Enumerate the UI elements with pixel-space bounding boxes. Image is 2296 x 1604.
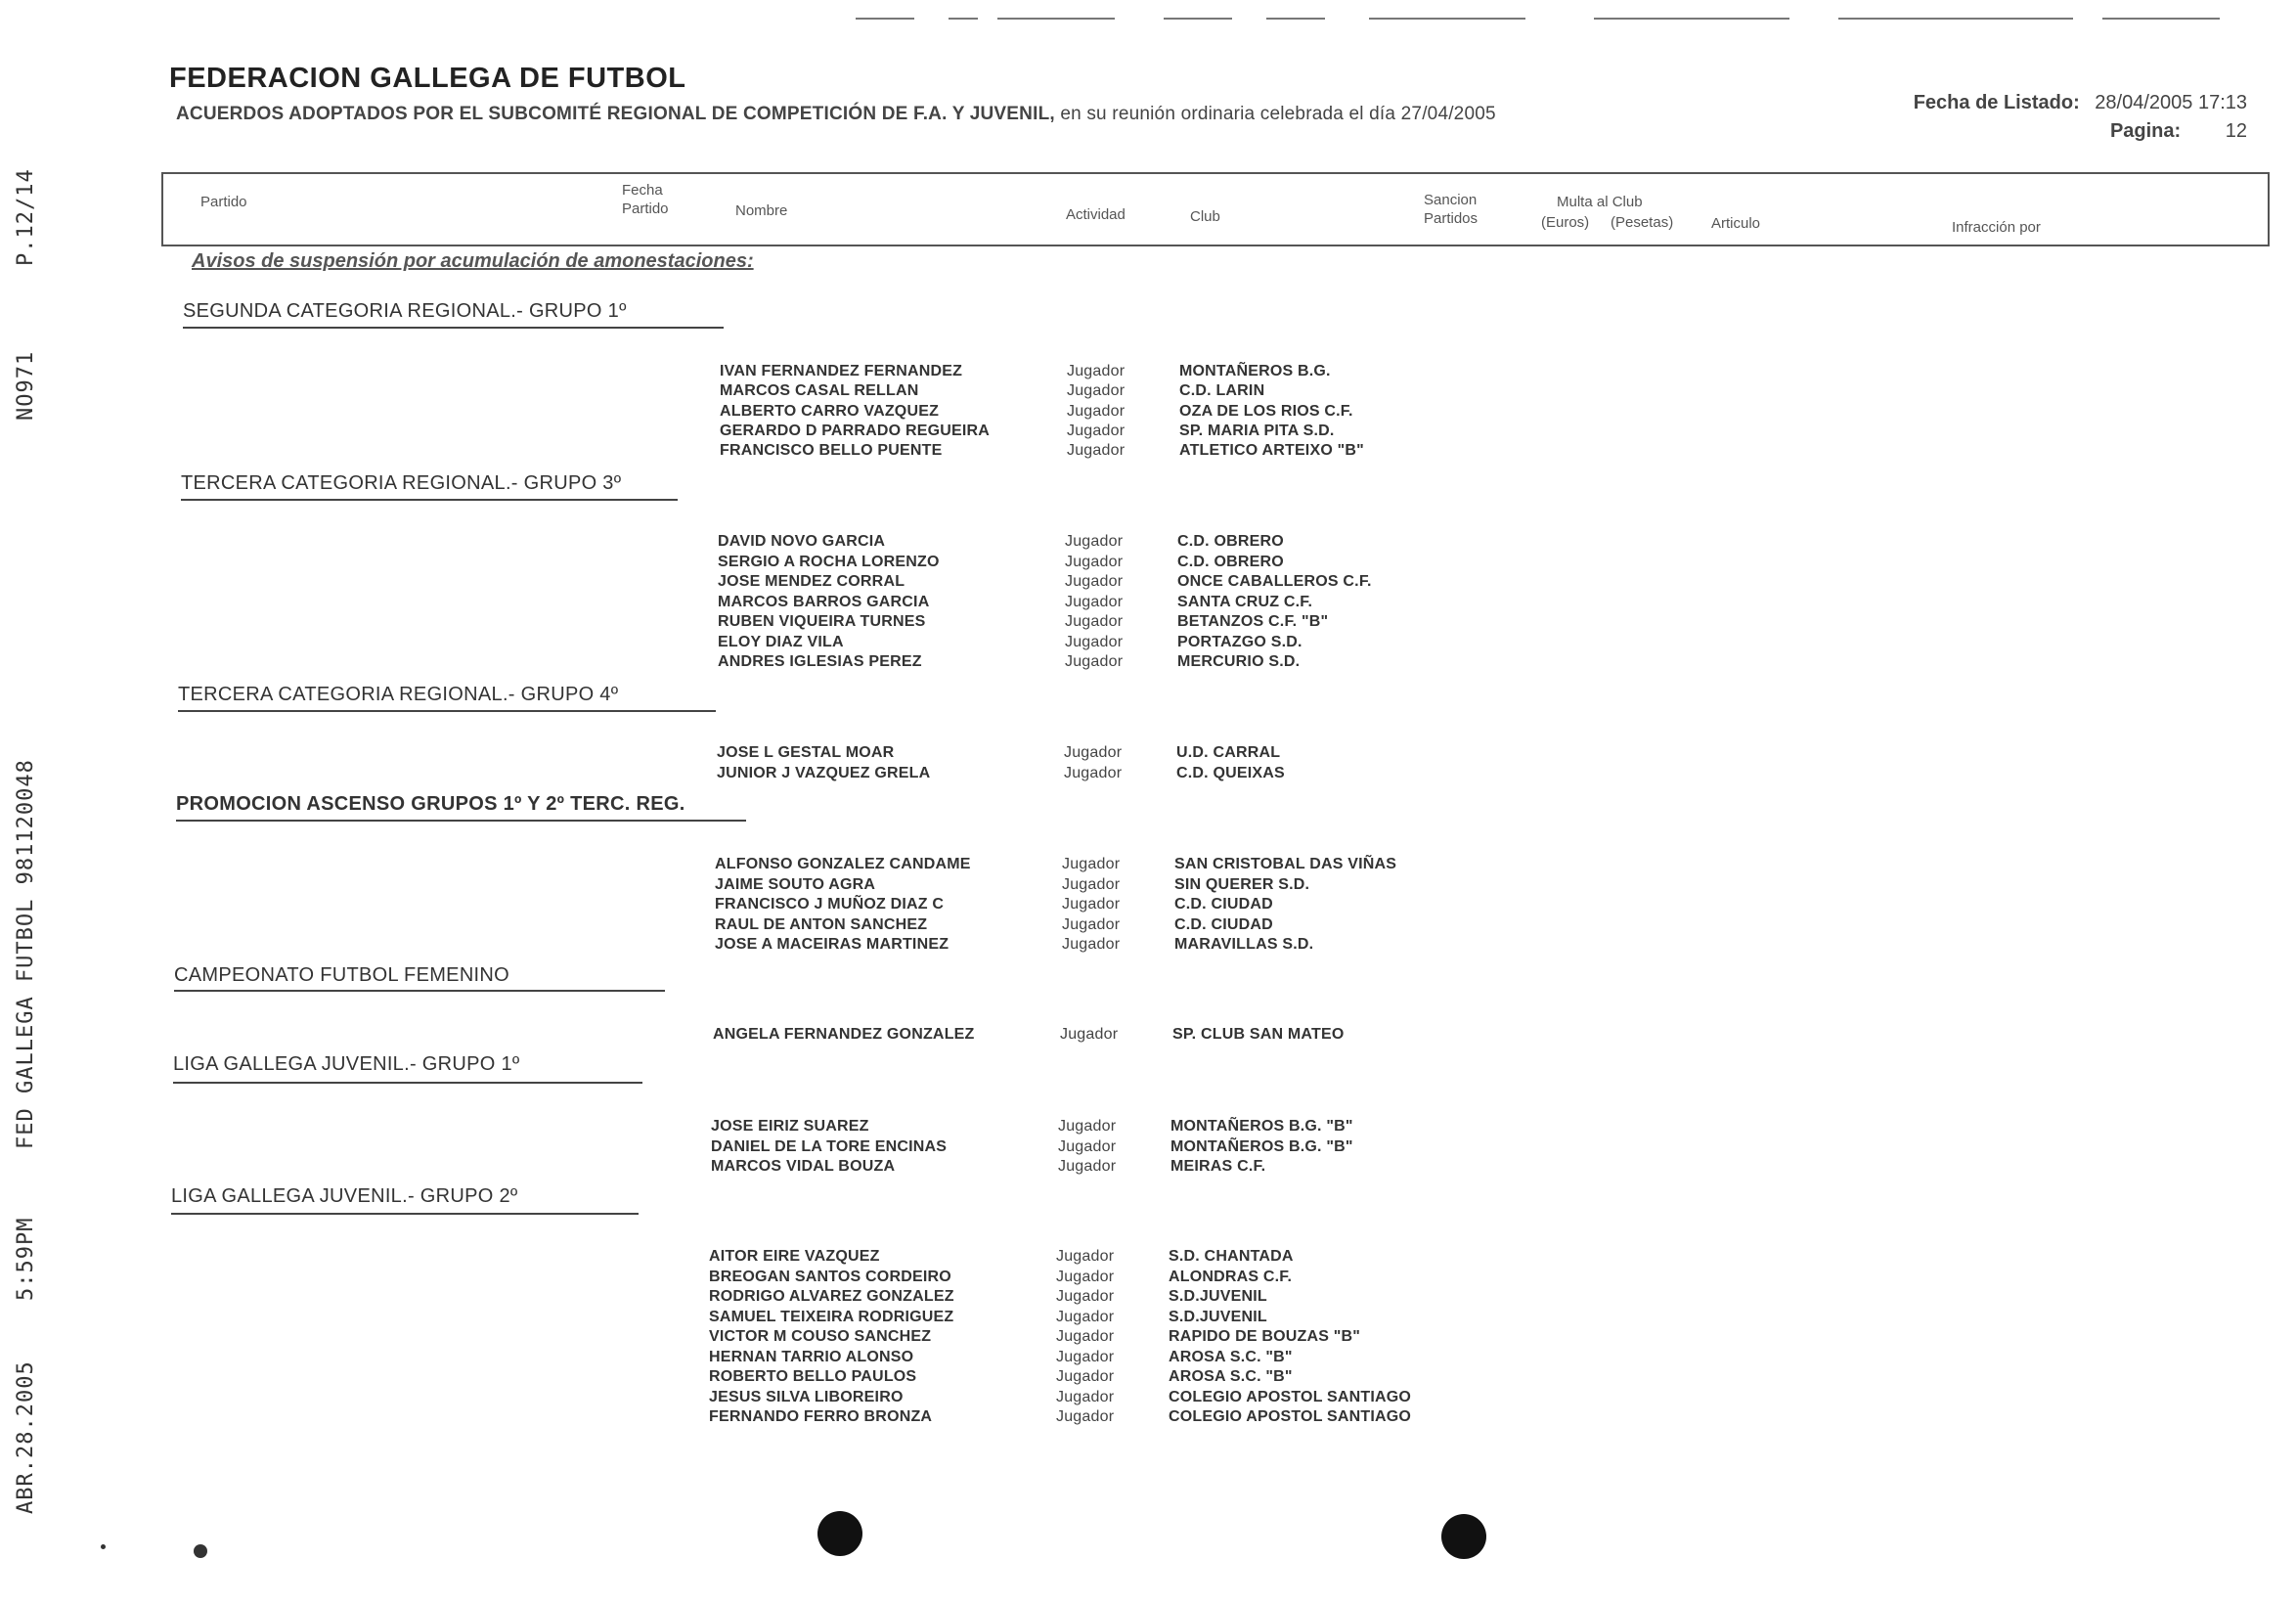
listing-meta [1914,92,2247,149]
player-activity: Jugador [1056,1389,1115,1405]
col-fecha-partido: Fecha Partido [622,182,669,217]
player-club: AROSA S.C. "B" [1169,1349,1293,1365]
player-name: ELOY DIAZ VILA [718,634,844,650]
player-name: DANIEL DE LA TORE ENCINAS [711,1138,948,1155]
player-activity: Jugador [1064,744,1123,761]
player-name: DAVID NOVO GARCIA [718,533,886,550]
player-club: SP. CLUB SAN MATEO [1172,1026,1345,1043]
col-infraccion: Infracción por [1952,219,2041,236]
player-club: C.D. CIUDAD [1174,916,1273,933]
fax-date: ABR.28.2005 [14,1360,38,1514]
player-activity: Jugador [1065,533,1124,550]
player-activity: Jugador [1056,1248,1115,1265]
section-underline [171,1213,639,1215]
player-name: MARCOS VIDAL BOUZA [711,1158,896,1175]
scan-mark [1838,18,2073,20]
player-club: S.D.JUVENIL [1169,1288,1267,1305]
pagina-value: 12 [2225,120,2247,142]
player-name: ANDRES IGLESIAS PEREZ [718,653,922,670]
player-club: C.D. LARIN [1179,382,1265,399]
col-nombre: Nombre [735,202,788,219]
fecha-value: 28/04/2005 17:13 [2095,92,2247,113]
player-activity: Jugador [1058,1138,1117,1155]
section-underline [173,1082,642,1084]
player-name: JOSE A MACEIRAS MARTINEZ [715,936,949,953]
player-name: JUNIOR J VAZQUEZ GRELA [717,765,931,781]
player-name: MARCOS BARROS GARCIA [718,594,930,610]
player-activity: Jugador [1058,1158,1117,1175]
col-articulo: Articulo [1711,215,1761,232]
player-name: JAIME SOUTO AGRA [715,876,876,893]
player-name: JOSE L GESTAL MOAR [717,744,895,761]
fax-page: P.12/14 [14,168,38,266]
fax-time: 5:59PM [14,1217,38,1301]
player-activity: Jugador [1056,1349,1115,1365]
col-actividad: Actividad [1066,206,1126,223]
player-club: MERCURIO S.D. [1177,653,1301,670]
player-club: PORTAZGO S.D. [1177,634,1303,650]
section-title: LIGA GALLEGA JUVENIL.- GRUPO 1º [173,1053,520,1075]
player-club: SP. MARIA PITA S.D. [1179,423,1335,439]
player-name: IVAN FERNANDEZ FERNANDEZ [720,363,963,379]
player-club: COLEGIO APOSTOL SANTIAGO [1169,1408,1412,1425]
player-name: JOSE EIRIZ SUAREZ [711,1118,869,1135]
player-activity: Jugador [1067,423,1126,439]
player-activity: Jugador [1067,403,1126,420]
section-title: PROMOCION ASCENSO GRUPOS 1º Y 2º TERC. REG. [176,793,685,815]
player-name: RODRIGO ALVAREZ GONZALEZ [709,1288,954,1305]
player-club: MONTAÑEROS B.G. [1179,363,1331,379]
scan-mark [1164,18,1232,20]
pagina [1914,120,2247,143]
player-club: ONCE CABALLEROS C.F. [1177,573,1372,590]
player-name: RUBEN VIQUEIRA TURNES [718,613,926,630]
player-club: SANTA CRUZ C.F. [1177,594,1313,610]
player-activity: Jugador [1056,1408,1115,1425]
punch-hole [1441,1514,1486,1559]
player-club: S.D. CHANTADA [1169,1248,1294,1265]
player-name: SAMUEL TEIXEIRA RODRIGUEZ [709,1309,954,1325]
col-multa: Multa al Club [1557,194,1643,210]
scan-mark [1369,18,1525,20]
fax-sender: FED GALLEGA FUTBOL 981120048 [14,759,38,1149]
player-club: MARAVILLAS S.D. [1174,936,1314,953]
player-activity: Jugador [1065,554,1124,570]
player-name: SERGIO A ROCHA LORENZO [718,554,940,570]
player-name: JESUS SILVA LIBOREIRO [709,1389,904,1405]
player-club: C.D. QUEIXAS [1176,765,1285,781]
player-club: OZA DE LOS RIOS C.F. [1179,403,1353,420]
player-name: GERARDO D PARRADO REGUEIRA [720,423,991,439]
scan-mark [1266,18,1325,20]
player-club: U.D. CARRAL [1176,744,1281,761]
player-name: ALBERTO CARRO VAZQUEZ [720,403,940,420]
player-name: HERNAN TARRIO ALONSO [709,1349,914,1365]
player-activity: Jugador [1056,1309,1115,1325]
player-club: AROSA S.C. "B" [1169,1368,1293,1385]
pagina-label: Pagina: [2109,120,2182,142]
section-title: TERCERA CATEGORIA REGIONAL.- GRUPO 4º [178,684,619,705]
section-underline [176,820,746,822]
player-club: RAPIDO DE BOUZAS "B" [1169,1328,1361,1345]
col-euros: (Euros) [1541,214,1590,231]
player-activity: Jugador [1067,442,1126,459]
player-club: C.D. OBRERO [1177,554,1284,570]
player-activity: Jugador [1065,594,1124,610]
section-underline [178,710,716,712]
punch-hole [817,1511,862,1556]
player-activity: Jugador [1067,382,1126,399]
player-name: JOSE MENDEZ CORRAL [718,573,905,590]
section-title: CAMPEONATO FUTBOL FEMENINO [174,964,510,986]
player-activity: Jugador [1062,896,1121,913]
col-sancion: Sancion Partidos [1424,192,1479,227]
player-name: FERNANDO FERRO BRONZA [709,1408,933,1425]
player-name: RAUL DE ANTON SANCHEZ [715,916,928,933]
subtitle-light: en su reunión ordinaria celebrada el día 27/04/2005 [1060,104,1496,124]
scan-mark [856,18,914,20]
player-club: SAN CRISTOBAL DAS VIÑAS [1174,856,1397,872]
player-club: BETANZOS C.F. "B" [1177,613,1329,630]
player-name: FRANCISCO J MUÑOZ DIAZ C [715,896,945,913]
player-activity: Jugador [1065,573,1124,590]
avisos-title: Avisos de suspensión por acumulación de amonestaciones: [192,250,754,272]
section-title: TERCERA CATEGORIA REGIONAL.- GRUPO 3º [181,472,622,494]
scan-mark [997,18,1115,20]
subtitle-bold: ACUERDOS ADOPTADOS POR EL SUBCOMITÉ REGIONAL DE COMPETICIÓN DE F.A. Y JUVENIL, [176,104,1055,124]
player-activity: Jugador [1062,856,1121,872]
player-activity: Jugador [1065,634,1124,650]
player-name: FRANCISCO BELLO PUENTE [720,442,943,459]
player-club: MEIRAS C.F. [1170,1158,1266,1175]
player-name: VICTOR M COUSO SANCHEZ [709,1328,932,1345]
player-activity: Jugador [1060,1026,1119,1043]
player-activity: Jugador [1056,1328,1115,1345]
speck [194,1544,207,1558]
player-club: SIN QUERER S.D. [1174,876,1310,893]
player-name: ALFONSO GONZALEZ CANDAME [715,856,971,872]
fax-margin [14,0,92,1604]
player-activity: Jugador [1056,1368,1115,1385]
scan-mark [1594,18,1789,20]
section-title: LIGA GALLEGA JUVENIL.- GRUPO 2º [171,1185,518,1207]
col-club: Club [1190,208,1220,225]
player-activity: Jugador [1056,1269,1115,1285]
player-club: MONTAÑEROS B.G. "B" [1170,1118,1353,1135]
player-club: S.D.JUVENIL [1169,1309,1267,1325]
fax-number: NO971 [14,350,38,421]
player-activity: Jugador [1062,916,1121,933]
player-club: C.D. CIUDAD [1174,896,1273,913]
player-club: ALONDRAS C.F. [1169,1269,1293,1285]
player-activity: Jugador [1065,613,1124,630]
player-name: ANGELA FERNANDEZ GONZALEZ [713,1026,975,1043]
player-activity: Jugador [1067,363,1126,379]
player-activity: Jugador [1062,936,1121,953]
section-underline [183,327,724,329]
player-name: ROBERTO BELLO PAULOS [709,1368,917,1385]
player-club: MONTAÑEROS B.G. "B" [1170,1138,1353,1155]
player-name: MARCOS CASAL RELLAN [720,382,919,399]
player-club: ATLETICO ARTEIXO "B" [1179,442,1364,459]
section-title: SEGUNDA CATEGORIA REGIONAL.- GRUPO 1º [183,300,627,322]
player-name: BREOGAN SANTOS CORDEIRO [709,1269,951,1285]
speck [101,1544,106,1549]
section-underline [174,990,665,992]
col-partido: Partido [200,194,247,210]
scan-mark [2102,18,2220,20]
col-pesetas: (Pesetas) [1611,214,1674,231]
player-name: AITOR EIRE VAZQUEZ [709,1248,880,1265]
fecha-label: Fecha de Listado: [1913,92,2080,113]
player-club: C.D. OBRERO [1177,533,1284,550]
fecha-listado [1914,92,2247,114]
scan-mark [949,18,978,20]
player-club: COLEGIO APOSTOL SANTIAGO [1169,1389,1412,1405]
player-activity: Jugador [1062,876,1121,893]
player-activity: Jugador [1056,1288,1115,1305]
player-activity: Jugador [1065,653,1124,670]
federation-title: FEDERACION GALLEGA DE FUTBOL [169,63,686,94]
document-subtitle [176,104,1496,125]
player-activity: Jugador [1064,765,1123,781]
section-underline [181,499,678,501]
player-activity: Jugador [1058,1118,1117,1135]
